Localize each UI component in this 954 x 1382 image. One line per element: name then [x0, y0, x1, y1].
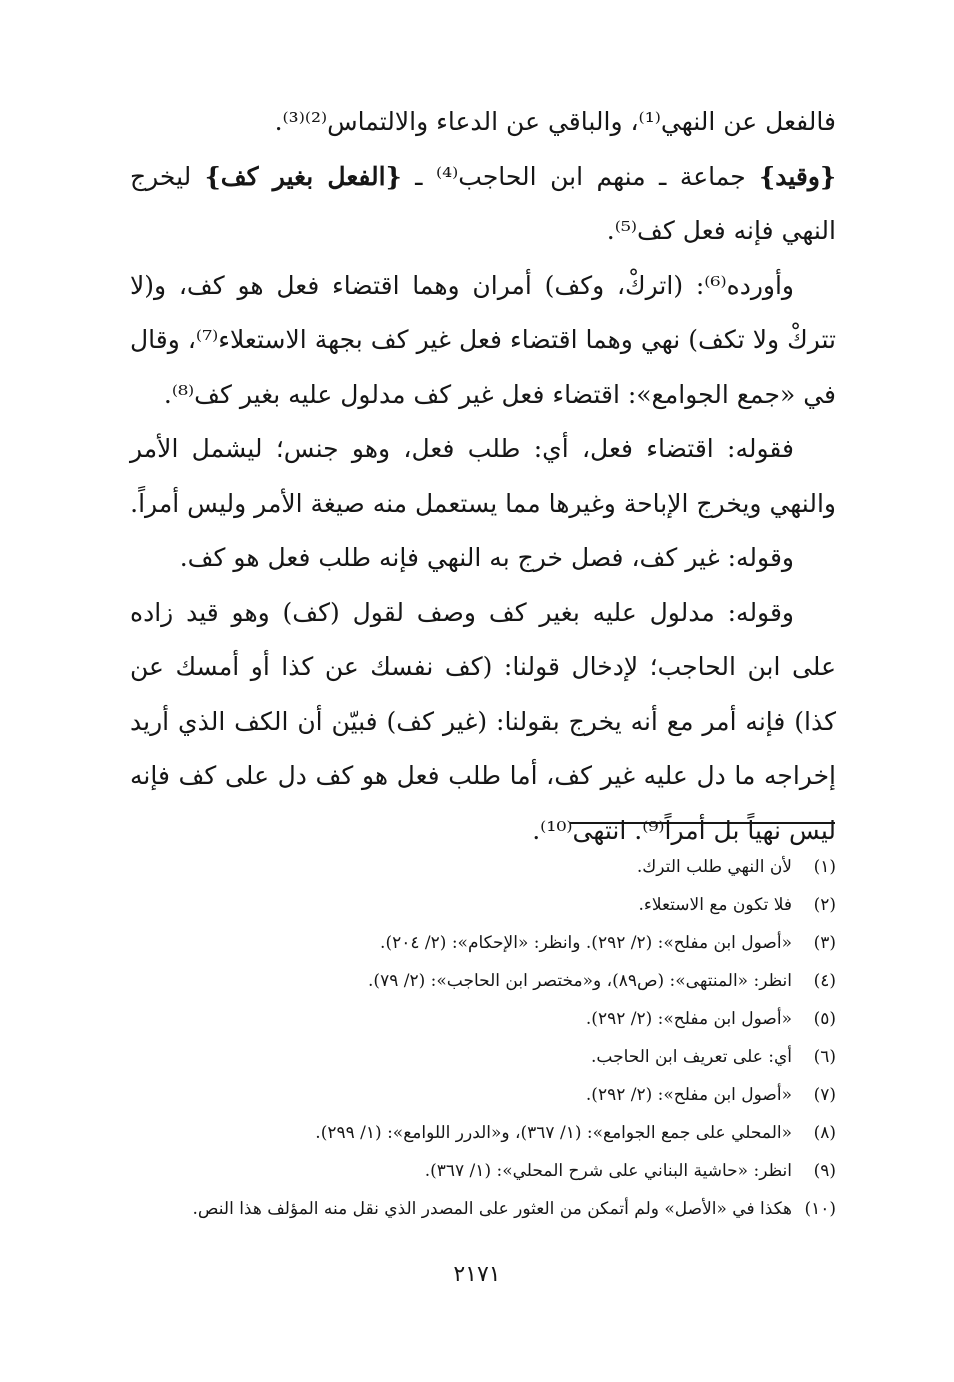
footnote-number: (٨) [813, 1123, 836, 1143]
footnote-number: (٢) [813, 895, 836, 915]
footnote [150, 1152, 836, 1190]
footnote-text: «أصول ابن مفلح»: (٢/ ٢٩٢). [585, 1009, 792, 1029]
footnote-text: انظر: «المنتهى»: (ص٨٩)، و«مختصر ابن الحاجب»: (٢/ ٧٩). [368, 971, 792, 991]
footnote [150, 848, 836, 886]
footnote [150, 1000, 836, 1038]
footnote-text: «المحلي على جمع الجوامع»: (١/ ٣٦٧)، و«الدرر اللوامع»: (١/ ٢٩٩). [315, 1123, 792, 1143]
footnote [150, 886, 836, 924]
footnote-number: (٩) [813, 1161, 836, 1181]
paragraph-6: وقوله: مدلول عليه بغير كف وصف لقول (كف) وهو قيد زاده على ابن الحاجب؛ لإدخال قولنا: (كف نفسك عن كذا أو أمسك عن كذا) فإنه أمر مع أنه يخرج بقولنا: (غير كف) فبيّن أن الكف الذي أريد إخراجه ما دل عليه غير كف، أما طلب فعل هو كف دل على كف فإنه ليس نهياً بل أمراً⁽⁹⁾. انتهى⁽¹⁰⁾. [130, 597, 836, 845]
footnote [150, 1114, 836, 1152]
bracketed-term-2: {الفعل بغير كف} [204, 161, 402, 191]
footnote-number: (٣) [813, 933, 836, 953]
paragraph-3: وأورده⁽⁶⁾: (اتركْ، وكف) أمران وهما اقتضاء فعل هو كف، و(لا تتركْ ولا تكف) نهي وهما اقتضاء فعل غير كف بجهة الاستعلاء⁽⁷⁾، وقال في «جمع الجوامع»: اقتضاء فعل غير كف مدلول عليه بغير كف⁽⁸⁾. [130, 270, 836, 409]
page-number: ٢١٧١ [453, 1262, 501, 1287]
footnote-number: (٧) [813, 1085, 836, 1105]
main-text [130, 95, 836, 858]
footnote [150, 1076, 836, 1114]
paragraph-2-text-2: ليخرج النهي فإنه فعل كف⁽⁵⁾. [130, 161, 836, 245]
footnote-text: فلا تكون مع الاستعلاء. [638, 895, 792, 915]
footnote-text: «أصول ابن مفلح»: (٢/ ٢٩٢). [585, 1085, 792, 1105]
footnote-text: انظر: «حاشية البناني على شرح المحلي»: (١/ ٣٦٧). [424, 1161, 792, 1181]
paragraph-1: فالفعل عن النهي⁽¹⁾، والباقي عن الدعاء والالتماس⁽²⁾⁽³⁾. [274, 107, 836, 136]
bracketed-term-1: {وقيد} [759, 161, 837, 191]
footnote [150, 924, 836, 962]
footnote-text: أي: على تعريف ابن الحاجب. [590, 1047, 792, 1067]
footnote [150, 1190, 836, 1228]
paragraph-2-text-1: جماعة ـ منهم ابن الحاجب⁽⁴⁾ ـ [401, 161, 760, 191]
footnote-number: (١٠) [804, 1199, 836, 1219]
footnote-number: (١) [813, 857, 836, 877]
paragraph-4: فقوله: اقتضاء فعل، أي: طلب فعل، وهو جنس؛ ليشمل الأمر والنهي ويخرج الإباحة وغيرها مما يستعمل منه صيغة الأمر وليس أمراً. [130, 434, 836, 518]
paragraph-2 [130, 150, 836, 259]
paragraph-5: وقوله: غير كف، فصل خرج به النهي فإنه طلب فعل هو كف. [179, 543, 794, 572]
footnote-text: لأن النهي طلب الترك. [636, 857, 792, 877]
footnote-number: (٥) [813, 1009, 836, 1029]
footnote-text: هكذا في «الأصل» ولم أتمكن من العثور على المصدر الذي نقل منه المؤلف هذا النص. [192, 1199, 792, 1219]
footnote-number: (٦) [813, 1047, 836, 1067]
footnotes [150, 848, 836, 1228]
footnote [150, 1038, 836, 1076]
footnote-number: (٤) [813, 971, 836, 991]
footnote-separator [570, 822, 835, 824]
footnote-text: «أصول ابن مفلح»: (٢/ ٢٩٢). وانظر: «الإحكام»: (٢/ ٢٠٤). [380, 933, 792, 953]
footnote [150, 962, 836, 1000]
